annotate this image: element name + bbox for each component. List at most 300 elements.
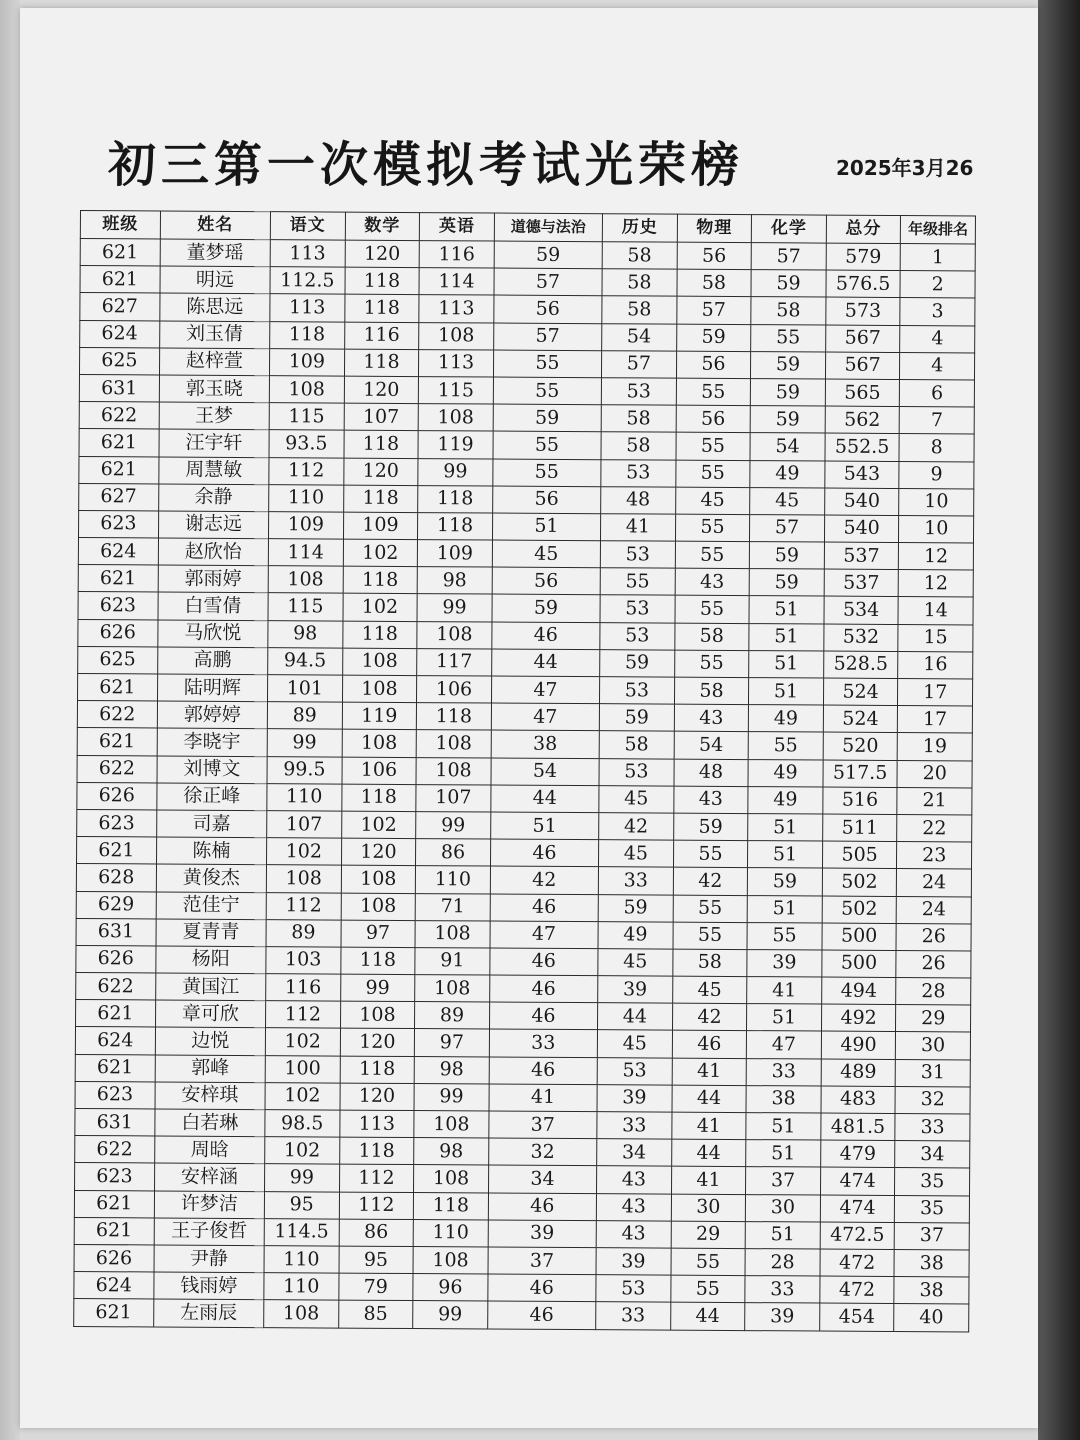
cell-physics: 55 xyxy=(673,895,748,923)
cell-total: 502 xyxy=(822,868,897,896)
cell-morality-law: 47 xyxy=(491,703,599,731)
cell-physics: 44 xyxy=(672,1085,747,1113)
cell-english: 71 xyxy=(415,893,490,921)
cell-chinese: 99.5 xyxy=(267,756,342,784)
cell-total: 567 xyxy=(825,325,900,353)
cell-name: 陆明辉 xyxy=(157,674,267,702)
cell-physics: 56 xyxy=(676,351,751,379)
cell-name: 左雨辰 xyxy=(153,1299,263,1327)
cell-physics: 55 xyxy=(671,1248,746,1276)
cell-chinese: 99 xyxy=(267,729,342,757)
cell-math: 118 xyxy=(344,294,419,322)
cell-morality-law: 45 xyxy=(492,540,600,568)
cell-math: 108 xyxy=(342,648,417,676)
cell-name: 汪宇轩 xyxy=(159,429,269,457)
cell-chinese: 110 xyxy=(269,484,344,512)
cell-chemistry: 59 xyxy=(749,569,824,597)
cell-morality-law: 56 xyxy=(494,295,602,323)
cell-chemistry: 37 xyxy=(746,1167,821,1195)
cell-history: 45 xyxy=(598,949,673,977)
cell-physics: 56 xyxy=(676,405,751,433)
cell-class: 621 xyxy=(77,728,157,756)
cell-grade-rank: 14 xyxy=(898,597,973,625)
cell-english: 97 xyxy=(415,1029,490,1057)
cell-class: 624 xyxy=(78,538,158,566)
cell-class: 622 xyxy=(75,1136,155,1164)
cell-chemistry: 51 xyxy=(746,1140,821,1168)
header-class: 班级 xyxy=(80,211,160,239)
cell-grade-rank: 28 xyxy=(896,978,971,1006)
cell-math: 106 xyxy=(342,757,417,785)
cell-total: 528.5 xyxy=(823,651,898,679)
cell-chemistry: 59 xyxy=(751,379,826,407)
cell-morality-law: 59 xyxy=(493,404,601,432)
cell-history: 58 xyxy=(599,731,674,759)
cell-name: 董梦瑶 xyxy=(160,239,270,267)
cell-name: 尹静 xyxy=(154,1245,264,1273)
cell-chemistry: 38 xyxy=(746,1085,821,1113)
cell-total: 500 xyxy=(822,923,897,951)
cell-english: 99 xyxy=(414,1083,489,1111)
cell-physics: 46 xyxy=(672,1031,747,1059)
cell-chemistry: 49 xyxy=(748,759,823,787)
cell-english: 118 xyxy=(414,1192,489,1220)
cell-history: 59 xyxy=(598,894,673,922)
cell-morality-law: 54 xyxy=(491,758,599,786)
cell-grade-rank: 38 xyxy=(894,1277,969,1305)
cell-chinese: 109 xyxy=(269,512,344,540)
cell-morality-law: 46 xyxy=(487,1301,595,1329)
cell-chinese: 102 xyxy=(265,1137,340,1165)
cell-english: 108 xyxy=(416,730,491,758)
cell-chemistry: 59 xyxy=(750,406,825,434)
cell-history: 58 xyxy=(602,269,677,297)
cell-grade-rank: 4 xyxy=(900,352,975,380)
cell-morality-law: 46 xyxy=(488,1193,596,1221)
cell-morality-law: 51 xyxy=(492,513,600,541)
cell-morality-law: 46 xyxy=(492,622,600,650)
cell-history: 42 xyxy=(599,813,674,841)
cell-math: 118 xyxy=(340,1056,415,1084)
cell-math: 118 xyxy=(344,349,419,377)
cell-english: 91 xyxy=(415,947,490,975)
cell-math: 108 xyxy=(341,893,416,921)
cell-math: 108 xyxy=(342,675,417,703)
cell-history: 53 xyxy=(601,378,676,406)
cell-class: 621 xyxy=(74,1299,154,1327)
cell-class: 621 xyxy=(79,429,159,457)
cell-class: 621 xyxy=(75,1054,155,1082)
cell-chinese: 99 xyxy=(265,1164,340,1192)
cell-english: 118 xyxy=(417,703,492,731)
cell-grade-rank: 9 xyxy=(899,461,974,489)
cell-class: 625 xyxy=(79,347,159,375)
cell-name: 许梦洁 xyxy=(154,1191,264,1219)
cell-physics: 59 xyxy=(676,324,751,352)
cell-chinese: 113 xyxy=(270,294,345,322)
cell-history: 58 xyxy=(601,405,676,433)
cell-morality-law: 46 xyxy=(490,839,598,867)
cell-grade-rank: 31 xyxy=(896,1059,971,1087)
cell-name: 白雪倩 xyxy=(158,592,268,620)
cell-name: 郭玉晓 xyxy=(159,375,269,403)
cell-total: 524 xyxy=(823,678,898,706)
cell-grade-rank: 34 xyxy=(895,1141,970,1169)
cell-english: 114 xyxy=(419,268,494,296)
cell-grade-rank: 12 xyxy=(899,543,974,571)
cell-history: 53 xyxy=(596,1275,671,1303)
table-body xyxy=(74,239,976,1332)
cell-grade-rank: 10 xyxy=(899,488,974,516)
cell-history: 33 xyxy=(598,867,673,895)
cell-chemistry: 57 xyxy=(751,243,826,271)
cell-class: 621 xyxy=(74,1190,154,1218)
cell-english: 99 xyxy=(413,1301,488,1329)
cell-morality-law: 56 xyxy=(492,486,600,514)
cell-history: 34 xyxy=(597,1139,672,1167)
header-morality-law: 道德与法治 xyxy=(494,213,602,242)
cell-history: 44 xyxy=(598,1003,673,1031)
cell-chinese: 102 xyxy=(265,1028,340,1056)
cell-math: 118 xyxy=(343,566,418,594)
cell-chemistry: 55 xyxy=(747,922,822,950)
cell-chemistry: 51 xyxy=(745,1221,820,1249)
cell-chemistry: 54 xyxy=(750,433,825,461)
cell-history: 45 xyxy=(599,785,674,813)
cell-class: 631 xyxy=(75,1108,155,1136)
cell-chemistry: 39 xyxy=(745,1303,820,1331)
cell-physics: 45 xyxy=(672,976,747,1004)
cell-class: 624 xyxy=(80,320,160,348)
cell-history: 53 xyxy=(600,595,675,623)
cell-grade-rank: 38 xyxy=(894,1249,969,1277)
right-background-edge xyxy=(1038,0,1080,1440)
cell-class: 631 xyxy=(76,918,156,946)
cell-morality-law: 46 xyxy=(489,975,597,1003)
cell-chinese: 95 xyxy=(264,1191,339,1219)
cell-grade-rank: 4 xyxy=(900,325,975,353)
cell-name: 明远 xyxy=(160,266,270,294)
cell-morality-law: 44 xyxy=(491,649,599,677)
left-page-edge xyxy=(0,0,20,1440)
cell-english: 108 xyxy=(414,1165,489,1193)
cell-total: 540 xyxy=(824,488,899,516)
cell-total: 540 xyxy=(824,515,899,543)
cell-history: 33 xyxy=(596,1302,671,1330)
cell-history: 39 xyxy=(596,1248,671,1276)
cell-morality-law: 55 xyxy=(493,350,601,378)
cell-chemistry: 51 xyxy=(748,841,823,869)
cell-chemistry: 51 xyxy=(749,623,824,651)
cell-total: 565 xyxy=(825,379,900,407)
cell-math: 118 xyxy=(342,621,417,649)
cell-math: 95 xyxy=(339,1246,414,1274)
cell-chinese: 112.5 xyxy=(270,267,345,295)
cell-math: 118 xyxy=(345,267,420,295)
cell-chinese: 110 xyxy=(267,783,342,811)
cell-physics: 41 xyxy=(671,1167,746,1195)
cell-chemistry: 51 xyxy=(749,678,824,706)
cell-total: 537 xyxy=(824,542,899,570)
cell-total: 516 xyxy=(823,787,898,815)
cell-name: 司嘉 xyxy=(156,810,266,838)
cell-total: 502 xyxy=(822,896,897,924)
cell-english: 110 xyxy=(416,866,491,894)
cell-chinese: 102 xyxy=(265,1082,340,1110)
cell-class: 626 xyxy=(78,619,158,647)
cell-class: 621 xyxy=(78,673,158,701)
cell-english: 117 xyxy=(417,648,492,676)
cell-morality-law: 42 xyxy=(490,866,598,894)
cell-history: 58 xyxy=(601,432,676,460)
cell-morality-law: 46 xyxy=(489,1002,597,1030)
cell-class: 621 xyxy=(80,239,160,267)
cell-physics: 55 xyxy=(676,432,751,460)
cell-history: 39 xyxy=(598,976,673,1004)
cell-chemistry: 28 xyxy=(745,1249,820,1277)
cell-chemistry: 59 xyxy=(750,542,825,570)
cell-history: 53 xyxy=(599,758,674,786)
cell-name: 郭雨婷 xyxy=(158,565,268,593)
cell-name: 马欣悦 xyxy=(158,620,268,648)
cell-morality-law: 46 xyxy=(490,948,598,976)
cell-morality-law: 37 xyxy=(489,1111,597,1139)
cell-chemistry: 55 xyxy=(751,324,826,352)
cell-morality-law: 46 xyxy=(490,894,598,922)
cell-grade-rank: 26 xyxy=(896,950,971,978)
cell-chemistry: 59 xyxy=(751,351,826,379)
cell-english: 98 xyxy=(414,1138,489,1166)
header-name: 姓名 xyxy=(160,211,270,240)
cell-class: 625 xyxy=(78,646,158,674)
cell-english: 115 xyxy=(418,377,493,405)
cell-class: 621 xyxy=(79,456,159,484)
cell-math: 118 xyxy=(343,485,418,513)
cell-physics: 29 xyxy=(671,1221,746,1249)
cell-chinese: 114.5 xyxy=(264,1218,339,1246)
cell-math: 120 xyxy=(345,240,420,268)
cell-chinese: 109 xyxy=(270,348,345,376)
cell-math: 120 xyxy=(344,376,419,404)
cell-name: 安梓琪 xyxy=(155,1082,265,1110)
cell-chinese: 94.5 xyxy=(268,647,343,675)
cell-name: 郭婷婷 xyxy=(157,701,267,729)
cell-history: 39 xyxy=(597,1084,672,1112)
cell-grade-rank: 26 xyxy=(896,923,971,951)
cell-physics: 45 xyxy=(675,487,750,515)
cell-english: 109 xyxy=(417,540,492,568)
cell-total: 472 xyxy=(820,1276,895,1304)
cell-physics: 55 xyxy=(674,650,749,678)
cell-chemistry: 49 xyxy=(750,460,825,488)
cell-class: 626 xyxy=(74,1244,154,1272)
cell-morality-law: 57 xyxy=(493,323,601,351)
cell-morality-law: 46 xyxy=(488,1274,596,1302)
cell-math: 116 xyxy=(344,322,419,350)
cell-total: 511 xyxy=(822,814,897,842)
cell-history: 53 xyxy=(600,622,675,650)
cell-chinese: 108 xyxy=(264,1300,339,1328)
cell-name: 赵梓萱 xyxy=(159,348,269,376)
cell-grade-rank: 24 xyxy=(897,896,972,924)
cell-chemistry: 51 xyxy=(749,596,824,624)
cell-english: 108 xyxy=(415,975,490,1003)
cell-morality-law: 56 xyxy=(492,567,600,595)
cell-history: 58 xyxy=(602,242,677,270)
cell-chemistry: 51 xyxy=(749,650,824,678)
cell-morality-law: 55 xyxy=(493,459,601,487)
cell-history: 43 xyxy=(597,1166,672,1194)
cell-name: 周慧敏 xyxy=(159,456,269,484)
honor-roll-table xyxy=(73,210,976,1332)
cell-name: 郭峰 xyxy=(155,1055,265,1083)
cell-total: 489 xyxy=(821,1059,896,1087)
cell-morality-law: 39 xyxy=(488,1220,596,1248)
cell-history: 53 xyxy=(601,459,676,487)
cell-class: 631 xyxy=(79,374,159,402)
cell-name: 白若琳 xyxy=(155,1109,265,1137)
cell-name: 周晗 xyxy=(154,1136,264,1164)
cell-total: 579 xyxy=(826,243,901,271)
cell-total: 472 xyxy=(820,1249,895,1277)
cell-morality-law: 46 xyxy=(489,1057,597,1085)
cell-history: 43 xyxy=(596,1220,671,1248)
cell-math: 118 xyxy=(339,1137,414,1165)
cell-physics: 58 xyxy=(674,623,749,651)
cell-math: 113 xyxy=(339,1110,414,1138)
cell-morality-law: 37 xyxy=(488,1247,596,1275)
cell-history: 49 xyxy=(598,921,673,949)
cell-chemistry: 55 xyxy=(748,732,823,760)
cell-class: 623 xyxy=(75,1163,155,1191)
cell-name: 范佳宁 xyxy=(156,891,266,919)
cell-chemistry: 51 xyxy=(748,814,823,842)
cell-class: 622 xyxy=(77,755,157,783)
cell-grade-rank: 30 xyxy=(896,1032,971,1060)
cell-morality-law: 51 xyxy=(490,812,598,840)
cell-grade-rank: 19 xyxy=(898,733,973,761)
cell-physics: 43 xyxy=(675,568,750,596)
cell-physics: 56 xyxy=(677,242,752,270)
cell-english: 110 xyxy=(413,1219,488,1247)
cell-morality-law: 55 xyxy=(493,377,601,405)
cell-chinese: 89 xyxy=(267,702,342,730)
cell-english: 99 xyxy=(418,458,493,486)
cell-english: 108 xyxy=(415,920,490,948)
cell-class: 623 xyxy=(78,592,158,620)
cell-history: 53 xyxy=(597,1057,672,1085)
cell-english: 106 xyxy=(417,676,492,704)
cell-chinese: 108 xyxy=(266,865,341,893)
cell-physics: 59 xyxy=(673,813,748,841)
cell-grade-rank: 23 xyxy=(897,842,972,870)
cell-total: 492 xyxy=(821,1004,896,1032)
cell-history: 33 xyxy=(597,1112,672,1140)
cell-morality-law: 41 xyxy=(489,1084,597,1112)
cell-morality-law: 59 xyxy=(494,241,602,269)
cell-chemistry: 57 xyxy=(750,514,825,542)
cell-math: 120 xyxy=(340,1083,415,1111)
cell-physics: 44 xyxy=(670,1302,745,1330)
cell-english: 108 xyxy=(417,621,492,649)
cell-english: 89 xyxy=(415,1002,490,1030)
cell-name: 黄国江 xyxy=(155,973,265,1001)
cell-total: 483 xyxy=(821,1086,896,1114)
cell-physics: 42 xyxy=(672,1003,747,1031)
cell-chemistry: 33 xyxy=(746,1058,821,1086)
cell-total: 517.5 xyxy=(823,760,898,788)
cell-math: 120 xyxy=(343,458,418,486)
cell-english: 99 xyxy=(417,594,492,622)
cell-grade-rank: 12 xyxy=(899,570,974,598)
cell-chinese: 112 xyxy=(269,457,344,485)
header-grade-rank: 年级排名 xyxy=(901,216,976,244)
cell-physics: 41 xyxy=(672,1058,747,1086)
cell-grade-rank: 7 xyxy=(900,407,975,435)
cell-class: 628 xyxy=(76,864,156,892)
cell-math: 120 xyxy=(340,1029,415,1057)
cell-history: 48 xyxy=(601,486,676,514)
cell-chemistry: 45 xyxy=(750,487,825,515)
cell-name: 高鹏 xyxy=(157,647,267,675)
header-english: 英语 xyxy=(419,213,494,241)
cell-total: 479 xyxy=(820,1140,895,1168)
header-history: 历史 xyxy=(602,214,677,242)
cell-english: 116 xyxy=(419,241,494,269)
cell-physics: 57 xyxy=(676,297,751,325)
cell-name: 谢志远 xyxy=(158,511,268,539)
cell-english: 108 xyxy=(419,322,494,350)
cell-chinese: 101 xyxy=(268,675,343,703)
cell-chemistry: 39 xyxy=(747,949,822,977)
cell-grade-rank: 21 xyxy=(897,787,972,815)
cell-history: 57 xyxy=(602,350,677,378)
cell-history: 43 xyxy=(596,1193,671,1221)
cell-grade-rank: 17 xyxy=(898,706,973,734)
cell-grade-rank: 33 xyxy=(895,1113,970,1141)
cell-physics: 41 xyxy=(671,1112,746,1140)
cell-chemistry: 51 xyxy=(746,1113,821,1141)
cell-name: 徐正峰 xyxy=(157,783,267,811)
cell-math: 118 xyxy=(344,430,419,458)
cell-physics: 43 xyxy=(674,704,749,732)
cell-class: 629 xyxy=(76,891,156,919)
cell-chinese: 107 xyxy=(267,811,342,839)
cell-history: 59 xyxy=(600,649,675,677)
cell-math: 102 xyxy=(343,594,418,622)
cell-physics: 55 xyxy=(675,514,750,542)
cell-class: 621 xyxy=(76,1000,156,1028)
cell-chinese: 112 xyxy=(266,1001,341,1029)
cell-chinese: 115 xyxy=(269,403,344,431)
cell-total: 494 xyxy=(821,977,896,1005)
cell-chemistry: 49 xyxy=(748,786,823,814)
cell-class: 624 xyxy=(74,1272,154,1300)
cell-grade-rank: 22 xyxy=(897,814,972,842)
cell-math: 102 xyxy=(343,539,418,567)
cell-chinese: 118 xyxy=(270,321,345,349)
cell-total: 500 xyxy=(822,950,897,978)
cell-chinese: 93.5 xyxy=(269,430,344,458)
cell-chinese: 98 xyxy=(268,620,343,648)
cell-name: 刘博文 xyxy=(157,756,267,784)
cell-total: 543 xyxy=(825,461,900,489)
cell-class: 626 xyxy=(77,782,157,810)
cell-morality-law: 34 xyxy=(488,1165,596,1193)
cell-math: 108 xyxy=(340,1001,415,1029)
cell-history: 53 xyxy=(600,541,675,569)
cell-physics: 43 xyxy=(673,786,748,814)
